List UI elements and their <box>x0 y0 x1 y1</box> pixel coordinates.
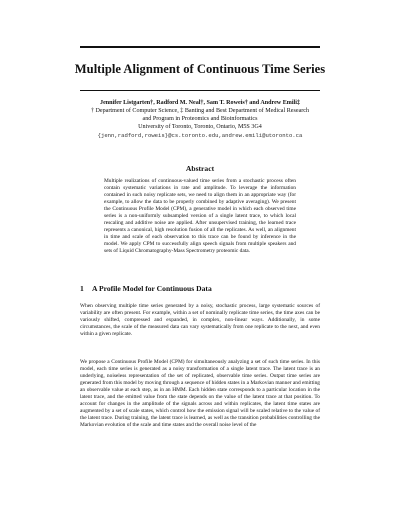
affiliation-line-1: † Department of Computer Science, ‡ Banting and Best Department of Medical Research <box>90 107 310 114</box>
title-bottom-rule <box>80 90 320 91</box>
section-title: A Profile Model for Continuous Data <box>92 284 212 293</box>
section-number: 1 <box>80 284 84 293</box>
abstract-text: Multiple realizations of continuous-valued time series from a stochastic process often contain systematic variations in rate and amplitude. To leverage the information contained in such noisy replicate sets, we need to align them in an appropriate way (for example, to allow the data to be properly combined by adaptive averaging). We present the Continuous Profile Model (CPM), a generative model in which each observed time series is a non-uniformly subsampled version of a single latent trace, to which local rescaling and additive noise are applied. After unsupervised training, the learned trace represents a canonical, high resolution fusion of all the replicates. As well, an alignment in time and scale of each observation to this trace can be found by inference in the model. We apply CPM to successfully align speech signals from multiple speakers and sets of Liquid Chromatography-Mass Spectrometry proteomic data. <box>104 178 296 254</box>
body-paragraph-2: We propose a Continuous Profile Model (CPM) for simultaneously analyzing a set of such time series. In this model, each time series is generated as a noisy transformation of a single latent trace. The latent trace is an underlying, noiseless representation of the set of replicated, observable time series. Output time series are generated from this model by moving through a sequence of hidden states in a Markovian manner and emitting an observable value at each step, as in an HMM. Each hidden state corresponds to a particular location in the latent trace, and the emitted value from the state depends on the value of the latent trace at that position. To account for changes in the amplitude of the signals across and within replicates, the latent time states are augmented by a set of scale states, which control how the emission signal will be scaled relative to the value of the latent trace. During training, the latent trace is learned, as well as the transition probabilities controlling the Markovian evolution of the scale and time states and the overall noise level of the <box>80 359 320 428</box>
paper-title: Multiple Alignment of Continuous Time Series <box>74 62 326 76</box>
affiliation-line-3: University of Toronto, Toronto, Ontario, M5S 3G4 <box>138 123 262 130</box>
author-block <box>40 100 360 140</box>
body-paragraph-1: When observing multiple time series generated by a noisy, stochastic process, large systematic sources of variability are often present. For example, within a set of nominally replicate time series, the time axes can be variously shifted, compressed and expanded, in complex, non-linear ways. Additionally, in some circumstances, the scale of the measured data can vary systematically from one replicate to the next, and even within a given replicate. <box>80 303 320 337</box>
abstract-heading: Abstract <box>185 164 215 173</box>
affiliation-line-2: and Program in Proteomics and Bioinformatics <box>142 115 258 122</box>
author-emails: {jenn,radford,roweis}@cs.toronto.edu,andrew.emili@utoronto.ca <box>97 131 303 139</box>
author-names: Jennifer Listgarten†, Radford M. Neal†, Sam T. Roweis† and Andrew Emili‡ <box>100 100 300 106</box>
title-top-rule <box>80 46 320 48</box>
section-heading <box>80 284 340 294</box>
